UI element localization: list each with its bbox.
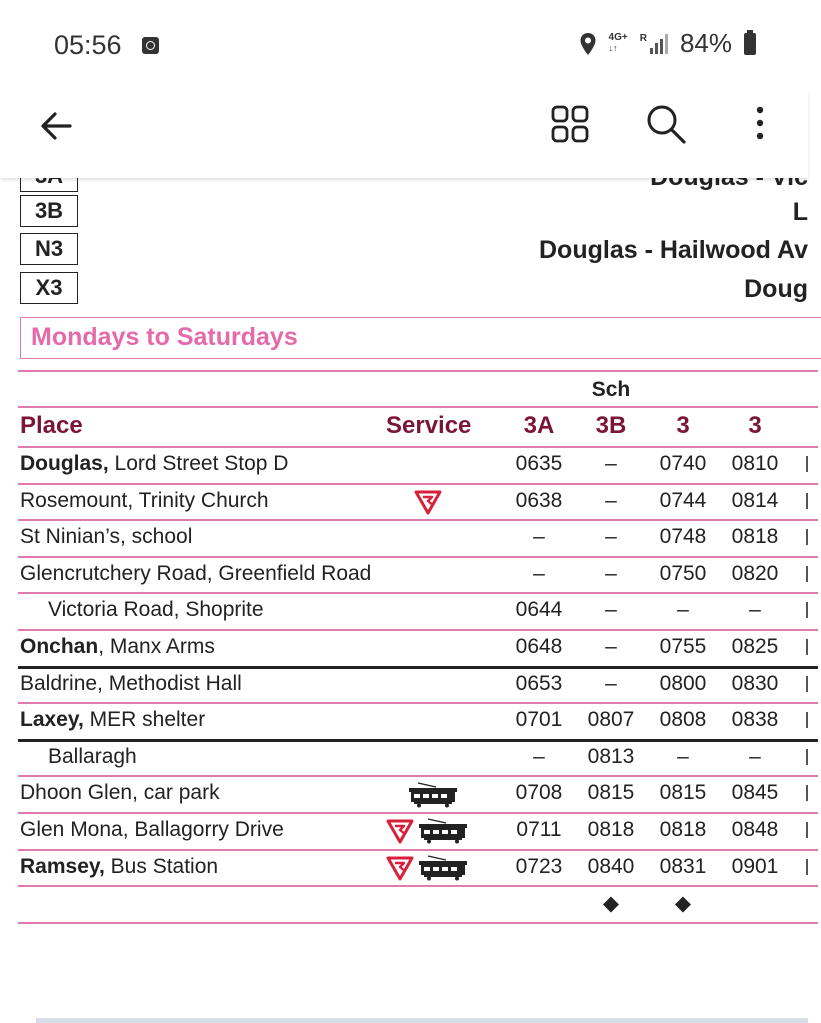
- next-column-edge: [806, 712, 808, 728]
- arrow-back-icon[interactable]: [36, 106, 76, 146]
- time-cell: –: [677, 598, 689, 622]
- time-cell: 0901: [731, 854, 779, 878]
- column-header-route: 3A: [523, 412, 555, 439]
- next-column-edge: [806, 822, 808, 838]
- status-bar: [0, 0, 808, 92]
- next-column-edge: [806, 602, 808, 618]
- time-cell: –: [749, 598, 761, 622]
- battery-icon: [744, 33, 756, 55]
- time-cell: 0820: [731, 561, 779, 585]
- time-cell: 0723: [515, 854, 563, 878]
- time-cell: 0838: [731, 708, 779, 732]
- service-icons: [404, 776, 458, 812]
- time-cell: –: [749, 744, 761, 768]
- time-cell: –: [605, 635, 617, 658]
- location-icon: [579, 32, 597, 56]
- place-town: Laxey,: [20, 708, 84, 732]
- place-town: Douglas,: [20, 452, 109, 475]
- place-name: [48, 739, 137, 775]
- footnote-mark: ◆: [674, 892, 692, 915]
- next-column-edge: [806, 566, 808, 582]
- column-header-place: Place: [20, 412, 83, 439]
- place-name: [20, 519, 192, 555]
- route-code: N3: [20, 233, 78, 265]
- next-column-edge: [806, 749, 808, 765]
- time-cell: 0815: [587, 781, 635, 805]
- day-header-box: [20, 317, 821, 359]
- status-icons: [579, 28, 756, 59]
- tram-icon: [418, 856, 468, 879]
- place-stop: Rosemount, Trinity Church: [20, 488, 269, 512]
- time-cell: 0750: [659, 561, 707, 585]
- time-cell: –: [533, 525, 545, 549]
- place-name: [20, 849, 218, 885]
- time-cell: 0648: [515, 635, 563, 658]
- next-column-edge: [806, 456, 808, 472]
- place-stop: Dhoon Glen, car park: [20, 781, 220, 805]
- time-cell: 0818: [587, 818, 635, 841]
- place-name: [48, 592, 264, 628]
- place-name: [20, 446, 288, 482]
- bus-vannin-icon: [386, 819, 414, 842]
- time-cell: 0748: [659, 525, 707, 549]
- battery-percent: 84%: [679, 28, 732, 58]
- time-cell: 0831: [659, 854, 707, 878]
- time-cell: –: [677, 744, 689, 768]
- day-label: Mondays to Saturdays: [31, 323, 298, 351]
- place-town: Ramsey,: [20, 854, 105, 878]
- row-rule: [18, 922, 818, 924]
- time-cell: –: [605, 525, 617, 549]
- column-header-service: Service: [386, 412, 472, 439]
- service-icons: [386, 813, 468, 849]
- column-header-route: 3: [748, 412, 762, 439]
- signal-icon: [650, 34, 668, 54]
- row-rule: [18, 370, 818, 372]
- route-destination: Douglas - Hailwood Av: [539, 236, 808, 264]
- time-cell: –: [605, 452, 617, 475]
- place-stop: Lord Street Stop D: [108, 452, 289, 475]
- network-type: 4G+ ↓↑: [608, 32, 628, 53]
- time-cell: 0813: [587, 744, 635, 768]
- next-column-edge: [806, 493, 808, 509]
- time-cell: –: [533, 561, 545, 585]
- place-name: [20, 812, 284, 848]
- tram-icon: [418, 819, 468, 842]
- time-cell: 0848: [731, 818, 779, 841]
- route-code: X3: [20, 272, 78, 304]
- time-cell: 0755: [659, 635, 707, 658]
- time-cell: 0807: [587, 708, 635, 732]
- service-icons: [386, 850, 468, 886]
- place-name: [20, 666, 242, 702]
- bus-vannin-icon: [386, 856, 414, 879]
- column-note: Sch: [591, 378, 631, 401]
- time-cell: 0845: [731, 781, 779, 805]
- time-cell: –: [605, 671, 617, 695]
- time-cell: 0653: [515, 671, 563, 695]
- place-stop: Baldrine, Methodist Hall: [20, 671, 242, 695]
- route-row: [0, 195, 808, 229]
- time-cell: 0711: [516, 818, 562, 841]
- search-icon[interactable]: [644, 102, 688, 146]
- time-cell: –: [605, 598, 617, 622]
- next-column-edge: [806, 529, 808, 545]
- time-cell: 0744: [659, 488, 707, 512]
- column-header-route: 3B: [595, 412, 627, 439]
- status-time: 05:56: [54, 30, 122, 60]
- route-destination: L: [792, 198, 808, 226]
- alarm-icon: [142, 37, 159, 54]
- route-destination: Doug: [744, 275, 808, 303]
- footnote-mark: ◆: [602, 892, 620, 915]
- time-cell: 0708: [515, 781, 563, 805]
- time-cell: 0638: [515, 488, 563, 512]
- time-cell: 0740: [659, 452, 707, 475]
- time-cell: –: [533, 744, 545, 768]
- app-bar: [0, 92, 808, 178]
- time-cell: 0814: [731, 488, 779, 512]
- time-cell: –: [605, 488, 617, 512]
- tram-icon: [408, 782, 458, 805]
- bus-vannin-icon: [414, 490, 442, 513]
- place-name: [20, 775, 220, 811]
- time-cell: 0840: [587, 854, 635, 878]
- time-cell: 0810: [731, 452, 779, 475]
- route-row: [0, 233, 808, 267]
- place-town: Onchan: [20, 635, 99, 658]
- next-column-edge: [806, 785, 808, 801]
- more-vert-icon[interactable]: [748, 102, 772, 146]
- next-column-edge: [806, 676, 808, 692]
- time-cell: 0808: [659, 708, 707, 732]
- next-column-edge: [806, 639, 808, 655]
- grid-view-icon[interactable]: [550, 104, 590, 144]
- place-name: [20, 702, 205, 738]
- time-cell: 0701: [515, 708, 563, 732]
- time-cell: 0800: [659, 671, 707, 695]
- place-stop: St Ninian’s, school: [20, 525, 193, 549]
- place-stop: Ballaragh: [48, 744, 137, 768]
- place-stop: MER shelter: [83, 708, 206, 732]
- roaming-indicator: R: [639, 33, 647, 44]
- route-code: 3B: [20, 195, 78, 227]
- place-stop: Bus Station: [104, 854, 219, 878]
- time-cell: –: [605, 561, 617, 585]
- time-cell: 0818: [731, 525, 779, 549]
- place-stop: Glencrutchery Road, Greenfield Road: [20, 561, 372, 585]
- time-cell: 0644: [515, 598, 563, 622]
- time-cell: 0815: [659, 781, 707, 805]
- place-name: [20, 629, 215, 665]
- time-cell: 0635: [515, 452, 563, 475]
- column-header-route: 3: [676, 412, 690, 439]
- time-cell: 0830: [731, 671, 779, 695]
- place-stop: Glen Mona, Ballagorry Drive: [20, 818, 284, 841]
- service-icons: [414, 484, 442, 520]
- place-name: [20, 556, 371, 592]
- place-stop: , Manx Arms: [98, 635, 215, 658]
- timetable-document[interactable]: [0, 178, 808, 1023]
- time-cell: 0825: [731, 635, 779, 658]
- bottom-scroll-strip: [36, 1018, 808, 1023]
- route-row: [0, 272, 808, 306]
- place-name: [20, 483, 269, 519]
- place-stop: Victoria Road, Shoprite: [48, 598, 264, 622]
- time-cell: 0818: [659, 818, 707, 841]
- next-column-edge: [806, 859, 808, 875]
